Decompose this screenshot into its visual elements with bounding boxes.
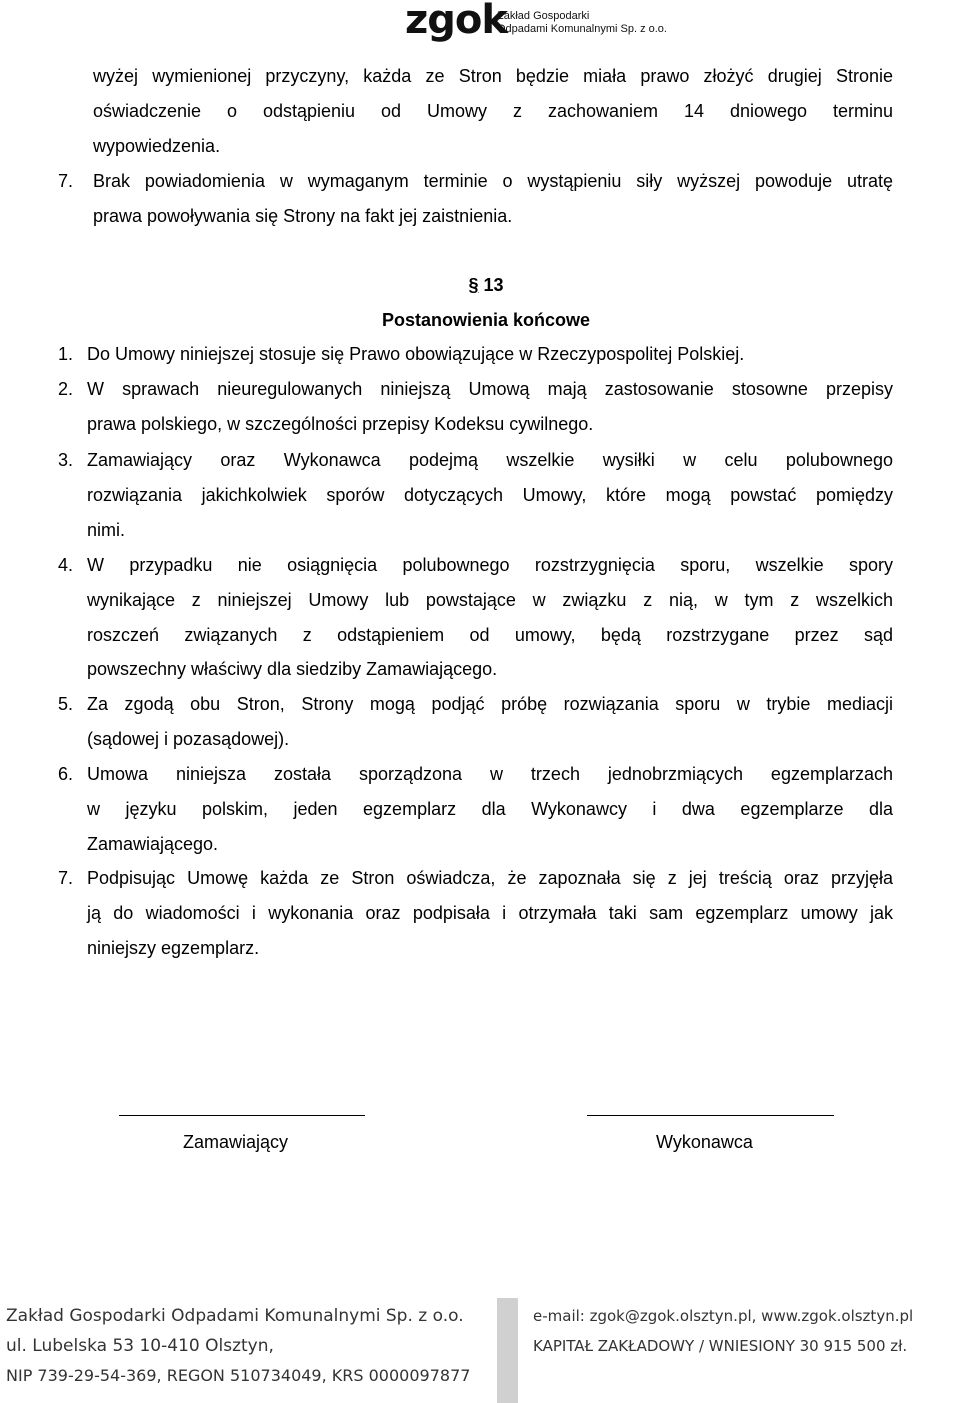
list-item-line: roszczeń związanych z odstąpieniem od umowy, będą rozstrzygane przez sąd [87, 625, 893, 645]
list-item-line: Umowa niniejsza została sporządzona w trzech jednobrzmiących egzemplarzach [87, 764, 893, 784]
footer-divider-band [497, 1298, 518, 1403]
list-item-line: rozwiązania jakichkolwiek sporów dotyczących Umowy, które mogą powstać pomiędzy [87, 485, 893, 505]
signature-line-left [119, 1115, 365, 1116]
list-item-line: prawa polskiego, w szczególności przepisy Kodeksu cywilnego. [87, 414, 594, 434]
list-number: 7. [58, 868, 74, 888]
section-title: Postanowienia końcowe [381, 310, 591, 330]
footer-capital: KAPITAŁ ZAKŁADOWY / WNIESIONY 30 915 500 zł. [533, 1337, 908, 1355]
logo-text-line2: Odpadami Komunalnymi Sp. z o.o. [497, 23, 667, 35]
footer-contact: e-mail: zgok@zgok.olsztyn.pl, www.zgok.olsztyn.pl [533, 1307, 914, 1325]
list-item-line: niniejszy egzemplarz. [87, 938, 260, 958]
signature-line-right [587, 1115, 834, 1116]
signature-label-right: Wykonawca [656, 1132, 753, 1152]
footer-company: Zakład Gospodarki Odpadami Komunalnymi Sp. z o.o. [6, 1306, 464, 1326]
signature-label-left: Zamawiający [183, 1132, 289, 1152]
footer-address: ul. Lubelska 53 10-410 Olsztyn, [6, 1336, 274, 1356]
list-item-line: W sprawach nieuregulowanych niniejszą Umową mają zastosowanie stosowne przepisy [87, 379, 893, 399]
list-number: 2. [58, 379, 74, 399]
list-item-line: w języku polskim, jeden egzemplarz dla Wykonawcy i dwa egzemplarze dla [87, 799, 893, 819]
section-number [0, 274, 960, 296]
list-number: 4. [58, 555, 74, 575]
list-number: 5. [58, 694, 74, 714]
section-symbol: § [468, 275, 479, 295]
list-item-line: Za zgodą obu Stron, Strony mogą podjąć próbę rozwiązania sporu w trybie mediacji [87, 694, 893, 714]
list-number: 6. [58, 764, 74, 784]
list-item-line: nimi. [87, 520, 126, 540]
list-item-line: Podpisując Umowę każda ze Stron oświadcza, że zapoznała się z jej treścią oraz przyjęła [87, 868, 893, 888]
list-item-line: ją do wiadomości i wykonania oraz podpisała i otrzymała taki sam egzemplarz umowy jak [87, 903, 893, 923]
list-item-line: Zamawiającego. [87, 834, 219, 854]
list-item-line: Brak powiadomienia w wymaganym terminie o wystąpieniu siły wyższej powoduje utratę [93, 171, 893, 191]
company-logo: zgok [405, 0, 507, 43]
logo-text-line1: Zakład Gospodarki [497, 10, 590, 22]
list-number: 1. [58, 344, 74, 364]
intro-line: wyżej wymienionej przyczyny, każda ze Stron będzie miała prawo złożyć drugiej Stronie [93, 66, 893, 86]
intro-line: oświadczenie o odstąpieniu od Umowy z zachowaniem 14 dniowego terminu [93, 101, 893, 121]
intro-line: wypowiedzenia. [93, 136, 221, 156]
list-item-line: W przypadku nie osiągnięcia polubownego rozstrzygnięcia sporu, wszelkie spory [87, 555, 893, 575]
list-number: 3. [58, 450, 74, 470]
section-number-value: 13 [483, 275, 504, 295]
footer-ids: NIP 739-29-54-369, REGON 510734049, KRS 0000097877 [6, 1366, 471, 1385]
list-item-line: wynikające z niniejszej Umowy lub powstające w związku z nią, w tym z wszelkich [87, 590, 893, 610]
list-item-line: Zamawiający oraz Wykonawca podejmą wszelkie wysiłki w celu polubownego [87, 450, 893, 470]
list-item-line: prawa powoływania się Strony na fakt jej zaistnienia. [93, 206, 513, 226]
list-item-line: Do Umowy niniejszej stosuje się Prawo obowiązujące w Rzeczypospolitej Polskiej. [87, 344, 745, 364]
list-number: 7. [58, 171, 74, 191]
list-item-line: (sądowej i pozasądowej). [87, 729, 290, 749]
list-item-line: powszechny właściwy dla siedziby Zamawiającego. [87, 659, 498, 679]
